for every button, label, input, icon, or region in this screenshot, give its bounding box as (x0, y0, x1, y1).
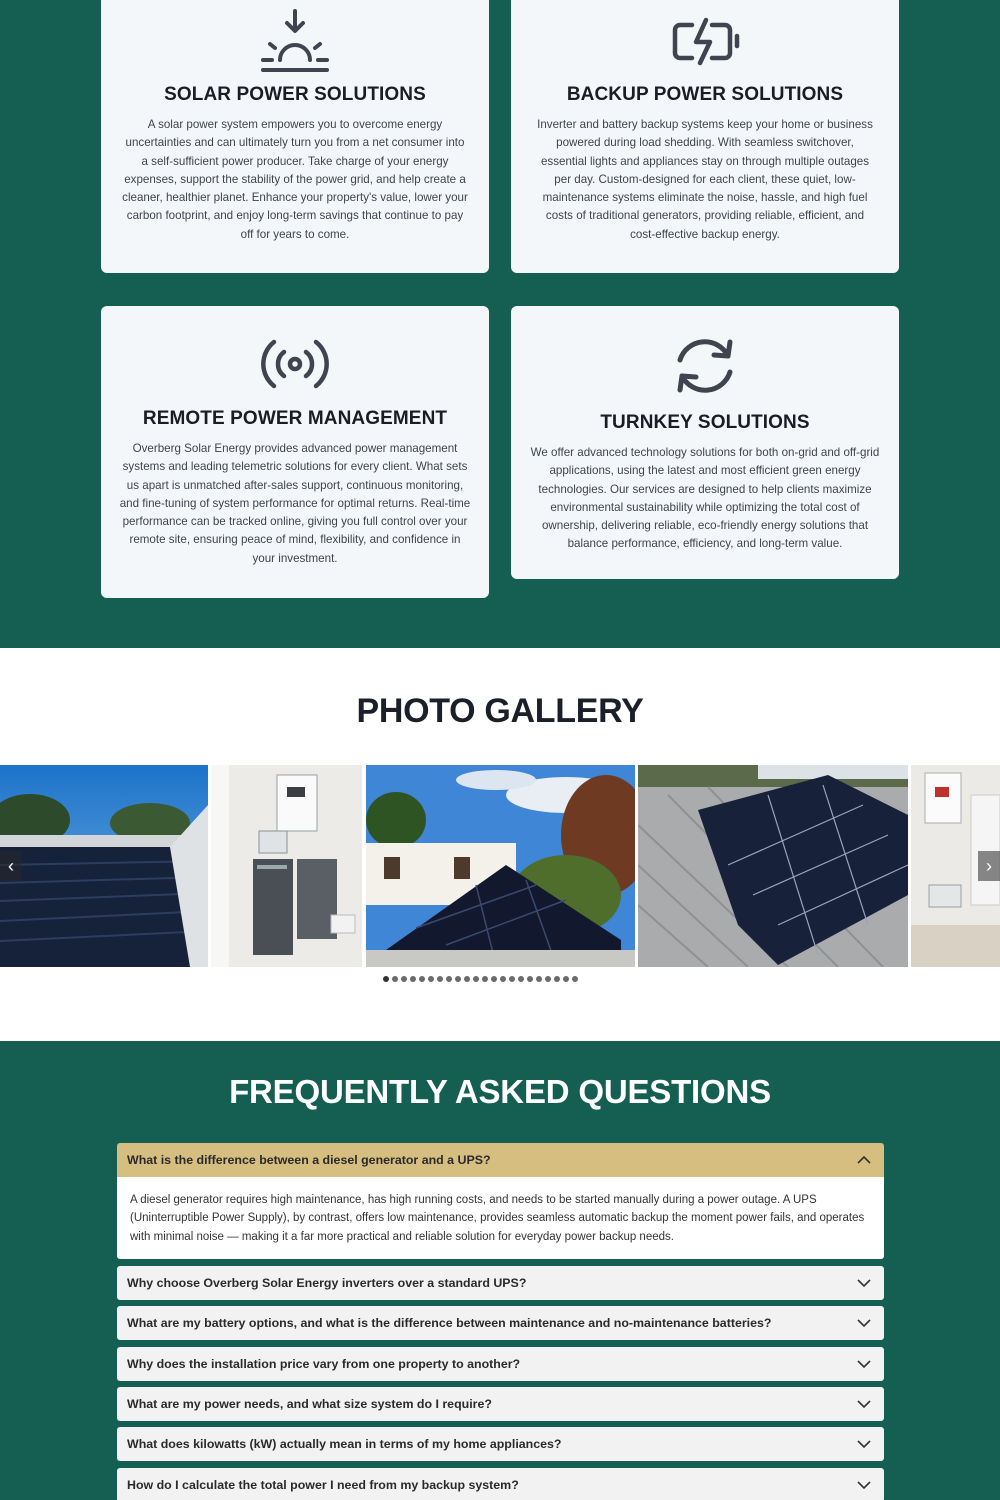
services-section (0, 0, 1000, 648)
faq-question-toggle[interactable] (117, 1306, 884, 1340)
broadcast-icon (260, 336, 330, 392)
faq-question: What are my power needs, and what size system do I require? (127, 1397, 492, 1411)
gallery-dot[interactable] (401, 976, 407, 982)
gallery-dot[interactable] (464, 976, 470, 982)
faq-item (117, 1143, 884, 1259)
faq-question-toggle[interactable] (117, 1427, 884, 1461)
gallery-prev-button[interactable]: ‹ (0, 851, 22, 881)
service-card-turnkey (511, 306, 899, 579)
chevron-up-icon (856, 1152, 872, 1168)
gallery-photo[interactable] (366, 765, 635, 967)
service-card-solar (101, 0, 489, 273)
gallery-photo[interactable] (638, 765, 908, 967)
faq-item (117, 1347, 884, 1381)
gallery-dot[interactable] (545, 976, 551, 982)
chevron-down-icon (856, 1436, 872, 1452)
faq-item (117, 1468, 884, 1500)
gallery-photo[interactable] (211, 765, 362, 967)
gallery-dot[interactable] (383, 976, 389, 982)
card-description: Overberg Solar Energy provides advanced power management systems and leading telemetric solutions for every client. What sets us apart is unmatched after-sales support, continuous monitoring, and fine-tuning of system performance for optimal returns. Real-time performance can be tracked online, giving you full control over your remote site, ensuring peace of mind, flexibility, and confidence in your investment. (119, 442, 471, 565)
faq-item (117, 1427, 884, 1461)
battery-charging-icon (670, 8, 740, 74)
gallery-dot[interactable] (482, 976, 488, 982)
gallery-dot[interactable] (500, 976, 506, 982)
faq-item (117, 1387, 884, 1421)
gallery-pagination (383, 976, 578, 984)
service-card-backup (511, 0, 899, 273)
card-title: BACKUP POWER SOLUTIONS (566, 84, 844, 105)
gallery-dot[interactable] (446, 976, 452, 982)
gallery-title: PHOTO GALLERY (356, 692, 644, 730)
faq-question: Why choose Overberg Solar Energy inverters over a standard UPS? (127, 1276, 527, 1290)
card-title: TURNKEY SOLUTIONS (600, 412, 810, 433)
refresh-icon (670, 336, 740, 396)
card-description: We offer advanced technology solutions for both on-grid and off-grid applications, using the latest and most efficient green energy technologies. Our services are designed to help clients maximize environmental sustainability while optimizing the total cost of ownership, delivering reliable, eco-friendly energy solutions that balance performance, efficiency, and long-term value. (530, 446, 880, 551)
chevron-down-icon (856, 1396, 872, 1412)
faq-question: What is the difference between a diesel generator and a UPS? (127, 1153, 491, 1167)
gallery-dot[interactable] (473, 976, 479, 982)
card-description: Inverter and battery backup systems keep your home or business powered during load shedding. With seamless switchover, essential lights and appliances stay on through multiple outages per day. Custom-designed for each client, these quiet, low-maintenance systems eliminate the noise, hassle, and high fuel costs of traditional generators, providing reliable, efficient, and cost-effective backup energy. (537, 118, 873, 241)
faq-question: What are my battery options, and what is the difference between maintenance and no-maintenance batteries? (127, 1316, 772, 1330)
gallery-dot[interactable] (509, 976, 515, 982)
sunrise-icon (260, 8, 330, 74)
service-card-remote (101, 306, 489, 598)
faq-question-toggle[interactable] (117, 1468, 884, 1500)
gallery-next-button[interactable]: › (978, 851, 1000, 881)
gallery-dot[interactable] (491, 976, 497, 982)
faq-section (0, 1041, 1000, 1500)
gallery-dot[interactable] (527, 976, 533, 982)
faq-item (117, 1266, 884, 1300)
chevron-down-icon (856, 1275, 872, 1291)
gallery-dot[interactable] (536, 976, 542, 982)
card-title: REMOTE POWER MANAGEMENT (142, 408, 448, 429)
gallery-dot[interactable] (455, 976, 461, 982)
gallery-photo[interactable] (0, 765, 208, 967)
gallery-dot[interactable] (419, 976, 425, 982)
faq-question-toggle[interactable] (117, 1266, 884, 1300)
faq-question: How do I calculate the total power I need from my backup system? (127, 1478, 519, 1492)
gallery-dot[interactable] (392, 976, 398, 982)
gallery-dot[interactable] (563, 976, 569, 982)
chevron-down-icon (856, 1477, 872, 1493)
card-description: A solar power system empowers you to overcome energy uncertainties and can ultimately turn you from a net consumer into a self-sufficient power producer. Take charge of your energy expenses, support the stability of the power grid, and help create a cleaner, healthier planet. Enhance your property's value, lower your carbon footprint, and enjoy long-term savings that continue to pay off for years to come. (122, 118, 468, 241)
faq-question-toggle[interactable] (117, 1347, 884, 1381)
faq-question: What does kilowatts (kW) actually mean in terms of my home appliances? (127, 1437, 562, 1451)
gallery-dot[interactable] (428, 976, 434, 982)
faq-answer: A diesel generator requires high maintenance, has high running costs, and needs to be started manually during a power outage. A UPS (Uninterruptible Power Supply), by contrast, offers low maintenance, provides seamless automatic backup the moment power fails, and operates with minimal noise — making it a far more practical and reliable solution for everyday power backup needs. (117, 1177, 884, 1259)
gallery-dot[interactable] (410, 976, 416, 982)
faq-question-toggle[interactable] (117, 1387, 884, 1421)
faq-item (117, 1306, 884, 1340)
gallery-dot[interactable] (554, 976, 560, 982)
chevron-down-icon (856, 1315, 872, 1331)
gallery-dot[interactable] (572, 976, 578, 982)
gallery-dot[interactable] (437, 976, 443, 982)
gallery-dot[interactable] (518, 976, 524, 982)
photo-gallery-section (0, 648, 1000, 1041)
faq-question: Why does the installation price vary from one property to another? (127, 1357, 521, 1371)
faq-question-toggle[interactable] (117, 1143, 884, 1177)
card-title: SOLAR POWER SOLUTIONS (164, 84, 426, 105)
chevron-down-icon (856, 1356, 872, 1372)
faq-title: FREQUENTLY ASKED QUESTIONS (229, 1073, 771, 1110)
